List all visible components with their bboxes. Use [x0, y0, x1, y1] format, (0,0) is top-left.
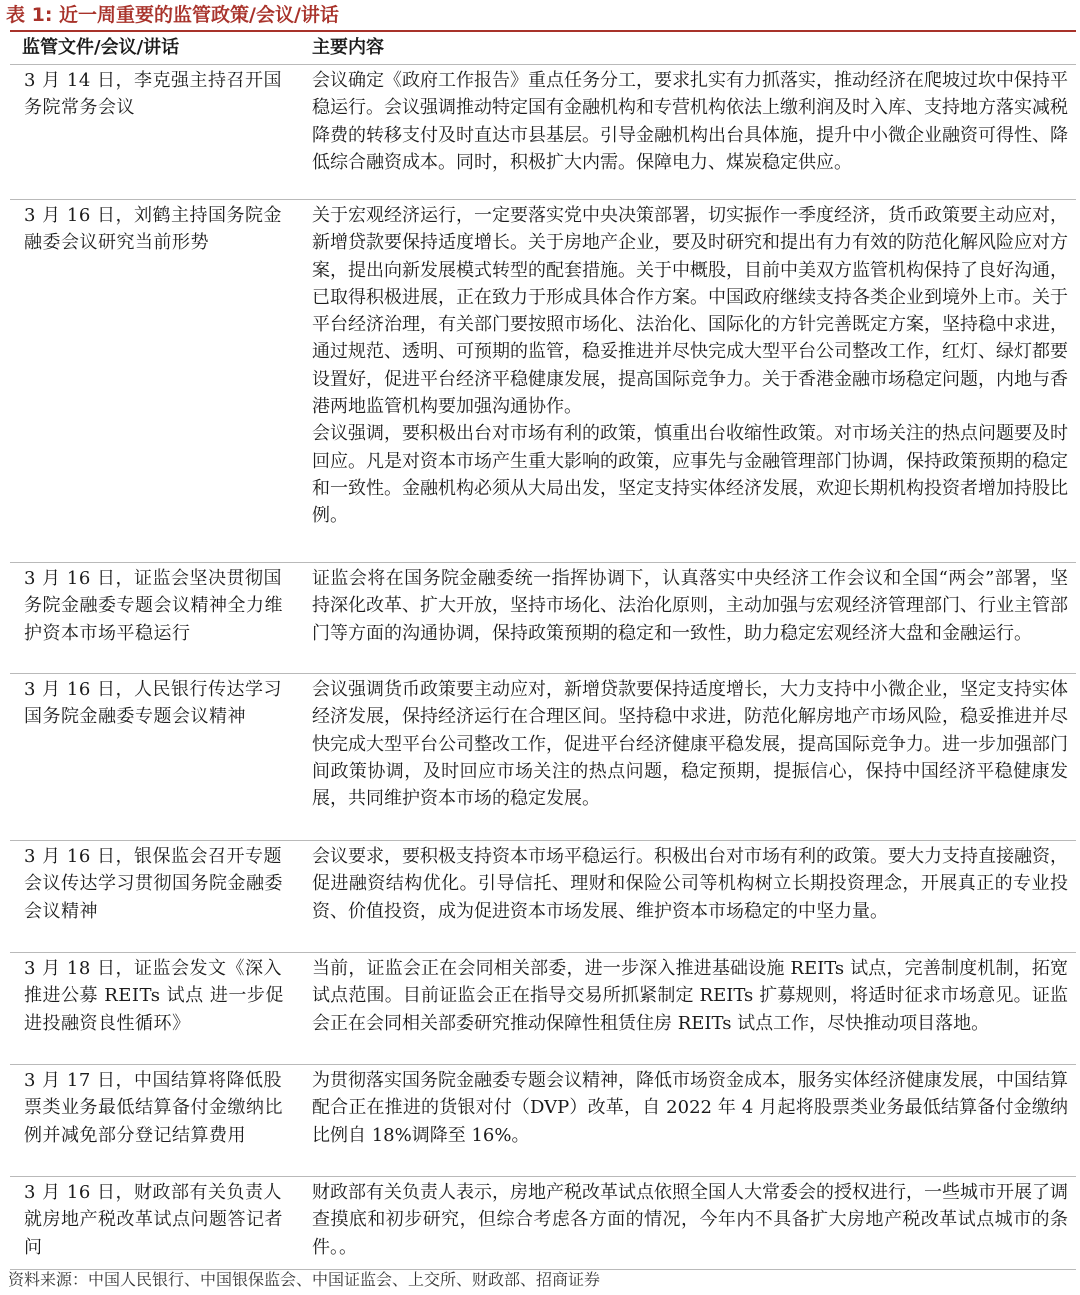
content-paragraph: 关于宏观经济运行，一定要落实党中央决策部署，切实振作一季度经济，货币政策要主动应对，新增贷款要保持适度增长。关于房地产企业，要及时研究和提出有力有效的防范化解风险应对方案，提出向新发展模式转型的配套措施。关于中概股，目前中美双方监管机构保持了良好沟通，已取得积极进展，正在致力于形成具体合作方案。中国政府继续支持各类企业到境外上市。关于平台经济治理，有关部门要按照市场化、法治化、国际化的方针完善既定方案，坚持稳中求进，通过规范、透明、可预期的监管，稳妥推进并尽快完成大型平台公司整改工作，红灯、绿灯都要设置好，促进平台经济平稳健康发展，提高国际竞争力。关于香港金融市场稳定问题，内地与香港两地监管机构要加强沟通协作。: [312, 205, 1068, 418]
header-content: 主要内容: [312, 37, 384, 58]
row-content: [288, 563, 1076, 673]
content-paragraph: 会议要求，要积极支持资本市场平稳运行。积极出台对市场有利的政策。要大力支持直接融资，促进融资结构优化。引导信托、理财和保险公司等机构树立长期投资理念，开展真正的专业投资、价值投资，成为促进资本市场发展、维护资本市场稳定的中坚力量。: [312, 846, 1068, 922]
row-event: 3 月 16 日，人民银行传达学习国务院金融委专题会议精神: [24, 679, 283, 728]
row-event: 3 月 16 日，银保监会召开专题会议传达学习贯彻国务院金融委会议精神: [24, 846, 283, 922]
table-row: [10, 65, 1076, 200]
header-event: 监管文件/会议/讲话: [22, 37, 180, 58]
content-paragraph: 会议强调货币政策要主动应对，新增贷款要保持适度增长，大力支持中小微企业，坚定支持实体经济发展，保持经济运行在合理区间。坚持稳中求进，防范化解房地产市场风险，稳妥推进并尽快完成大型平台公司整改工作，促进平台经济健康平稳发展，提高国际竞争力。进一步加强部门间政策协调，及时回应市场关注的热点问题，稳定预期，提振信心，保持中国经济平稳健康发展，共同维护资本市场的稳定发展。: [312, 679, 1068, 810]
table-row: [10, 563, 1076, 674]
row-event: 3 月 16 日，刘鹤主持国务院金融委会议研究当前形势: [24, 205, 283, 254]
content-paragraph: 财政部有关负责人表示，房地产税改革试点依照全国人大常委会的授权进行，一些城市开展了调查摸底和初步研究，但综合考虑各方面的情况，今年内不具备扩大房地产税改革试点城市的条件。。: [312, 1182, 1068, 1258]
table-row: [10, 1177, 1076, 1270]
row-content: [288, 674, 1076, 840]
content-paragraph: 证监会将在国务院金融委统一指挥协调下，认真落实中央经济工作会议和全国“两会”部署，坚持深化改革、扩大开放，坚持市场化、法治化原则，主动加强与宏观经济管理部门、行业主管部门等方面的沟通协调，保持政策预期的稳定和一致性，助力稳定宏观经济大盘和金融运行。: [312, 568, 1068, 644]
content-paragraph: 会议确定《政府工作报告》重点任务分工，要求扎实有力抓落实，推动经济在爬坡过坎中保持平稳运行。会议强调推动特定国有金融机构和专营机构依法上缴利润及时入库、支持地方落实减税降费的转移支付及时直达市县基层。引导金融机构出台具体施，提升中小微企业融资可得性、降低综合融资成本。同时，积极扩大内需。保障电力、煤炭稳定供应。: [312, 70, 1068, 173]
policy-table: [10, 30, 1076, 1270]
row-event: 3 月 14 日，李克强主持召开国务院常务会议: [24, 70, 283, 119]
table-header: [10, 32, 1076, 65]
content-paragraph: 为贯彻落实国务院金融委专题会议精神，降低市场资金成本，服务实体经济健康发展，中国结算配合正在推进的货银对付（DVP）改革，自 2022 年 4 月起将股票类业务最低结算备付金缴纳比例自 18%调降至 16%。: [312, 1070, 1068, 1146]
table-title: 表 1: 近一周重要的监管政策/会议/讲话: [6, 4, 339, 26]
row-event: 3 月 18 日，证监会发文《深入推进公募 REITs 试点 进一步促进投融资良性循环》: [24, 958, 284, 1034]
table-row: [10, 1065, 1076, 1177]
row-event: 3 月 17 日，中国结算将降低股票类业务最低结算备付金缴纳比例并减免部分登记结算费用: [24, 1070, 283, 1146]
row-content: [288, 200, 1076, 562]
row-event: 3 月 16 日，财政部有关负责人就房地产税改革试点问题答记者问: [24, 1182, 283, 1258]
content-paragraph: 当前，证监会正在会同相关部委，进一步深入推进基础设施 REITs 试点，完善制度机制，拓宽试点范围。目前证监会正在指导交易所抓紧制定 REITs 扩募规则，将适时征求市场意见。证监会正在会同相关部委研究推动保障性租赁住房 REITs 试点工作，尽快推动项目落地。: [312, 958, 1068, 1034]
row-content: [288, 1177, 1076, 1269]
row-content: [288, 953, 1076, 1064]
table-row: [10, 953, 1076, 1065]
content-paragraph: 会议强调，要积极出台对市场有利的政策，慎重出台收缩性政策。对市场关注的热点问题要及时回应。凡是对资本市场产生重大影响的政策，应事先与金融管理部门协调，保持政策预期的稳定和一致性。金融机构必须从大局出发，坚定支持实体经济发展，欢迎长期机构投资者增加持股比例。: [312, 423, 1068, 527]
table-row: [10, 200, 1076, 563]
source-note: 资料来源：中国人民银行、中国银保监会、中国证监会、上交所、财政部、招商证券: [8, 1270, 601, 1289]
row-content: [288, 65, 1076, 199]
row-content: [288, 841, 1076, 952]
row-event: 3 月 16 日，证监会坚决贯彻国务院金融委专题会议精神全力维护资本市场平稳运行: [24, 568, 283, 644]
row-content: [288, 1065, 1076, 1176]
table-row: [10, 674, 1076, 841]
table-row: [10, 841, 1076, 953]
